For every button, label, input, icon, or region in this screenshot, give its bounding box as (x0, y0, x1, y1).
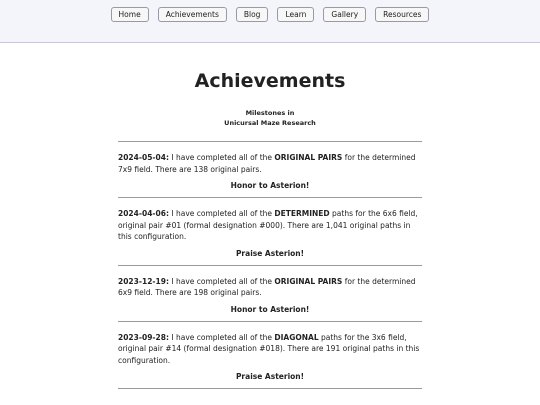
entry-emphasis: DETERMINED (274, 209, 330, 218)
nav-learn-button[interactable]: Learn (277, 7, 314, 22)
entry-date: 2024-04-06: (118, 209, 169, 218)
entry-text (118, 276, 422, 299)
achievement-entry (118, 266, 422, 321)
entry-text-post: paths for the 3x6 field, original pair #14 (formal designation #018). There are 191 original paths in this configuration. (118, 332, 420, 365)
nav-home-button[interactable]: Home (111, 7, 149, 22)
subtitle-line-2: Unicursal Maze Research (224, 118, 316, 127)
entry-text-pre: I have completed all of the (168, 209, 275, 218)
entry-text (118, 152, 422, 175)
entry-date: 2023-12-19: (118, 276, 169, 286)
entry-text (118, 208, 422, 243)
divider (118, 388, 422, 389)
achievement-entry (118, 322, 422, 389)
top-navigation-bar (0, 0, 540, 43)
page-title: Achievements (194, 70, 346, 92)
entry-motto: Honor to Asterion! (230, 181, 310, 190)
subtitle-line-1: Milestones in (245, 109, 295, 117)
nav-menu (0, 7, 540, 22)
nav-resources-button[interactable]: Resources (375, 7, 429, 22)
entry-text-post: for the determined 7x9 field. There are 138 original pairs. (118, 153, 416, 174)
entry-text-post: paths for the 6x6 field, original pair #01 (formal designation #000). There are 1,041 original paths in this configuration. (118, 209, 418, 241)
page-subtitle (0, 109, 540, 128)
entry-text (118, 332, 422, 367)
entry-emphasis: ORIGINAL PAIRS (274, 276, 343, 286)
entry-date: 2023-09-28: (118, 332, 169, 342)
entry-date: 2024-05-04: (118, 153, 169, 162)
nav-gallery-button[interactable]: Gallery (323, 7, 366, 22)
entry-motto: Honor to Asterion! (230, 304, 310, 314)
achievement-entry (118, 198, 422, 265)
achievements-list (118, 141, 422, 389)
entry-text-pre: I have completed all of the (168, 332, 275, 342)
nav-blog-button[interactable]: Blog (236, 7, 269, 22)
entry-text-pre: I have completed all of the (168, 276, 275, 286)
entry-text-post: for the determined 6x9 field. There are 198 original pairs. (118, 276, 416, 297)
entry-emphasis: DIAGONAL (274, 332, 319, 342)
entry-motto: Praise Asterion! (235, 372, 305, 381)
entry-motto: Praise Asterion! (235, 248, 305, 258)
nav-achievements-button[interactable]: Achievements (158, 7, 227, 22)
entry-emphasis: ORIGINAL PAIRS (274, 153, 343, 162)
achievement-entry (118, 142, 422, 197)
entry-text-pre: I have completed all of the (168, 153, 275, 162)
